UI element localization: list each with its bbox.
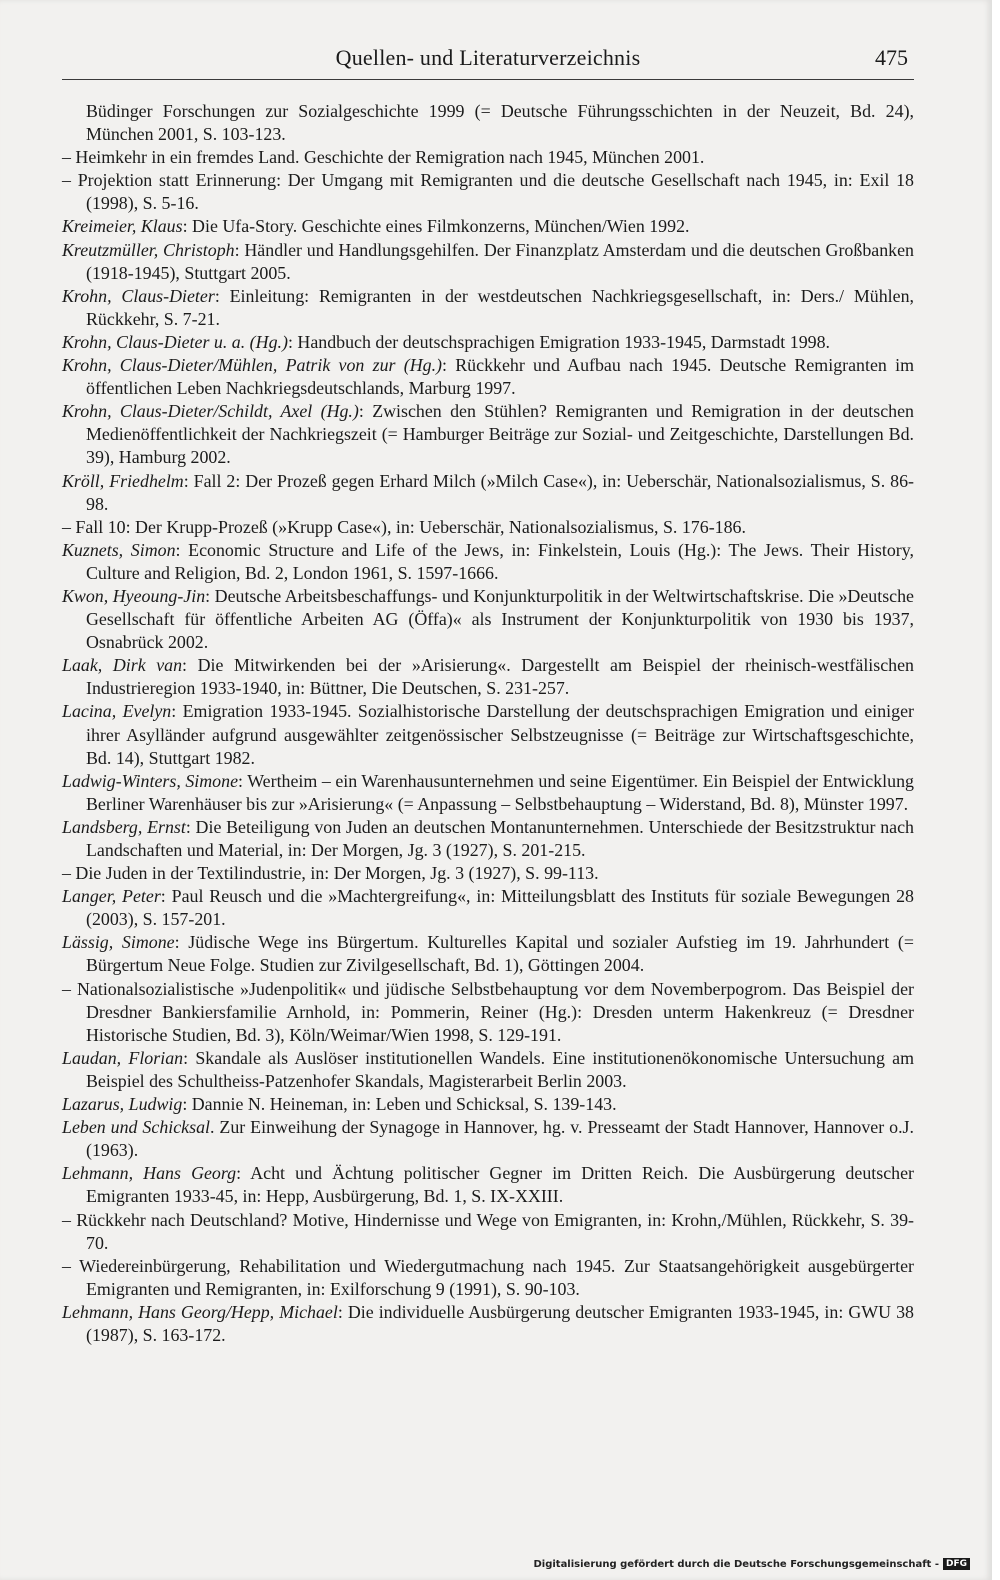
bibliography-entry [62,770,914,816]
page-number: 475 [875,45,908,70]
bibliography-entry [62,585,914,654]
bibliography-entry [62,1093,914,1116]
bibliography-entry [62,539,914,585]
entry-text: : Acht und Ächtung politischer Gegner im Dritten Reich. Die Ausbürgerung deutscher Emigranten 1933-45, in: Hepp, Ausbürgerung, Bd. 1, S. IX-XXIII. [86,1163,914,1207]
bibliography-entry [62,331,914,354]
entry-text: . Zur Einweihung der Synagoge in Hannover, hg. v. Presseamt der Stadt Hannover, Hannover o.J. (1963). [86,1117,914,1161]
entry-author: Landsberg, Ernst [62,816,186,837]
entry-text: : Economic Structure and Life of the Jews, in: Finkelstein, Louis (Hg.): The Jews. Their History, Culture and Religion, Bd. 2, London 1961, S. 1597-1666. [86,539,914,583]
bibliography-entry [62,169,914,215]
entry-text: – Nationalsozialistische »Judenpolitik« und jüdische Selbstbehauptung vor dem Novemberpogrom. Das Beispiel der Dresdner Bankiersfamilie Arnhold, in: Pommerin, Reiner (Hg.): Dresden unterm Hakenkreuz (= Dresdner Historische Studien, Bd. 3), Köln/Weimar/Wien 1998, S. 129-191. [62,978,914,1045]
entry-text: : Zwischen den Stühlen? Remigranten und Remigration in der deutschen Medienöffentlichkeit der Nachkriegszeit (= Hamburger Beiträge zur Sozial- und Zeitgeschichte, Darstellungen Bd. 39), Hamburg 2002. [86,401,914,468]
bibliography-entry [62,1116,914,1162]
running-header [62,45,914,80]
bibliography-entry [62,931,914,977]
credit-text: Digitalisierung gefördert durch die Deutsche Forschungsgemeinschaft - [533,1559,939,1570]
entry-text: : Paul Reusch und die »Machtergreifung«, in: Mitteilungsblatt des Instituts für soziale Bewegungen 28 (2003), S. 157-201. [86,886,914,930]
entry-author: Lazarus, Ludwig [62,1094,183,1115]
entry-text: : Wertheim – ein Warenhausunternehmen und seine Eigentümer. Ein Beispiel der Entwicklung Berliner Warenhäuser bis zur »Arisierung« (= Anpassung – Selbstbehauptung – Widerstand, Bd. 8), Münster 1997. [86,770,914,814]
entry-author: Kreutzmüller, Christoph [62,239,235,260]
entry-text: – Rückkehr nach Deutschland? Motive, Hindernisse und Wege von Emigranten, in: Krohn,/Mühlen, Rückkehr, S. 39-70. [62,1209,914,1253]
bibliography-entry [62,816,914,862]
bibliography-entry [62,239,914,285]
entry-author: Krohn, Claus-Dieter u. a. (Hg.) [62,331,288,352]
entry-author: Kuznets, Simon [62,539,176,560]
entry-author: Ladwig-Winters, Simone [62,770,239,791]
entry-author: Kwon, Hyeoung-Jin [62,585,206,606]
bibliography-entry [62,1047,914,1093]
entry-author: Krohn, Claus-Dieter [62,285,215,306]
entry-text: : Die Beteiligung von Juden an deutschen Montanunternehmen. Unterschiede der Besitzstruktur nach Landschaften und Material, in: Der Morgen, Jg. 3 (1927), S. 201-215. [86,816,915,860]
bibliography-entry [62,470,914,516]
bibliography-entry [62,215,914,238]
entry-text: – Wiedereinbürgerung, Rehabilitation und Wiedergutmachung nach 1945. Zur Staatsangehörigkeit ausgebürgerter Emigranten und Remigranten, in: Exilforschung 9 (1991), S. 90-103. [62,1255,914,1299]
entry-text: – Projektion statt Erinnerung: Der Umgang mit Remigranten und die deutsche Gesellschaft nach 1945, in: Exil 18 (1998), S. 5-16. [62,170,914,214]
entry-author: Krohn, Claus-Dieter/Schildt, Axel (Hg.) [62,401,359,422]
bibliography-entry [62,516,914,539]
entry-text: – Fall 10: Der Krupp-Prozeß (»Krupp Case«), in: Ueberschär, Nationalsozialismus, S. 176-186. [62,516,746,537]
entry-author: Lacina, Evelyn [62,701,172,722]
entry-author: Leben und Schicksal [62,1117,210,1138]
bibliography-entry [62,285,914,331]
bibliography-entry [62,354,914,400]
entry-text: : Die Ufa-Story. Geschichte eines Filmkonzerns, München/Wien 1992. [182,216,690,237]
entry-text: Büdinger Forschungen zur Sozialgeschichte 1999 (= Deutsche Führungsschichten in der Neuzeit, Bd. 24), München 2001, S. 103-123. [86,101,914,145]
bibliography-entry [62,400,914,469]
bibliography-entry [62,1162,914,1208]
dfg-logo: DFG [943,1558,970,1570]
entry-text: : Fall 2: Der Prozeß gegen Erhard Milch (»Milch Case«), in: Ueberschär, Nationalsozialismus, S. 86-98. [86,470,914,514]
bibliography-entry [62,862,914,885]
entry-text: : Deutsche Arbeitsbeschaffungs- und Konjunkturpolitik in der Weltwirtschaftskrise. Die »Deutsche Gesellschaft für öffentliche Arbeiten AG (Öffa)« als Instrument der Konjunkturpolitik von 1930 bis 1937, Osnabrück 2002. [86,585,914,653]
bibliography-entry [62,654,914,700]
entry-author: Laudan, Florian [62,1047,184,1068]
bibliography-list [62,100,914,1347]
entry-text: – Heimkehr in ein fremdes Land. Geschichte der Remigration nach 1945, München 2001. [62,147,705,168]
entry-author: Lehmann, Hans Georg/Hepp, Michael [62,1301,338,1322]
entry-author: Lehmann, Hans Georg [62,1163,237,1184]
entry-text: : Rückkehr und Aufbau nach 1945. Deutsche Remigranten im öffentlichen Leben Nachkriegsdeutschlands, Marburg 1997. [86,355,914,399]
entry-text: : Skandale als Auslöser institutionellen Wandels. Eine institutionenökonomische Untersuchung am Beispiel des Schultheiss-Patzenhofer Skandals, Magisterarbeit Berlin 2003. [86,1047,915,1091]
bibliography-entry [62,978,914,1047]
entry-text: : Die Mitwirkenden bei der »Arisierung«. Dargestellt am Beispiel der rheinisch-westfälischen Industrieregion 1933-1940, in: Büttner, Die Deutschen, S. 231-257. [86,655,915,699]
entry-text: : Emigration 1933-1945. Sozialhistorische Darstellung der deutschsprachigen Emigration und einiger ihrer Asylländer aufgrund ausgewählter zeitgenössischer Selbstzeugnisse (= Beiträge zur Wirtschaftsgeschichte, Bd. 14), Stuttgart 1982. [86,701,914,768]
bibliography-entry [62,1209,914,1255]
entry-author: Langer, Peter [62,886,161,907]
bibliography-entry [62,885,914,931]
entry-text: : Händler und Handlungsgehilfen. Der Finanzplatz Amsterdam und die deutschen Großbanken (1918-1945), Stuttgart 2005. [86,239,914,283]
entry-author: Kreimeier, Klaus [62,216,183,237]
entry-author: Kröll, Friedhelm [62,470,184,491]
digitization-credit [533,1558,970,1570]
bibliography-entry [62,100,914,146]
entry-text: : Einleitung: Remigranten in der westdeutschen Nachkriegsgesellschaft, in: Ders./ Mühlen, Rückkehr, S. 7-21. [86,285,914,329]
entry-author: Lässig, Simone [62,932,175,953]
entry-text: : Die individuelle Ausbürgerung deutscher Emigranten 1933-1945, in: GWU 38 (1987), S. 163-172. [86,1301,914,1345]
entry-text: : Jüdische Wege ins Bürgertum. Kulturelles Kapital und sozialer Aufstieg im 19. Jahrhundert (= Bürgertum Neue Folge. Studien zur Zivilgesellschaft, Bd. 1), Göttingen 2004. [86,932,914,976]
entry-author: Krohn, Claus-Dieter/Mühlen, Patrik von zur (Hg.) [62,355,443,376]
entry-text: : Dannie N. Heineman, in: Leben und Schicksal, S. 139-143. [182,1094,617,1115]
bibliography-entry [62,700,914,769]
entry-text: – Die Juden in der Textilindustrie, in: Der Morgen, Jg. 3 (1927), S. 99-113. [62,863,599,884]
entry-author: Laak, Dirk van [62,655,183,676]
entry-text: : Handbuch der deutschsprachigen Emigration 1933-1945, Darmstadt 1998. [287,331,831,352]
bibliography-entry [62,1301,914,1347]
bibliography-entry [62,1255,914,1301]
running-title: Quellen- und Literaturverzeichnis [335,45,641,70]
bibliography-entry [62,146,914,169]
